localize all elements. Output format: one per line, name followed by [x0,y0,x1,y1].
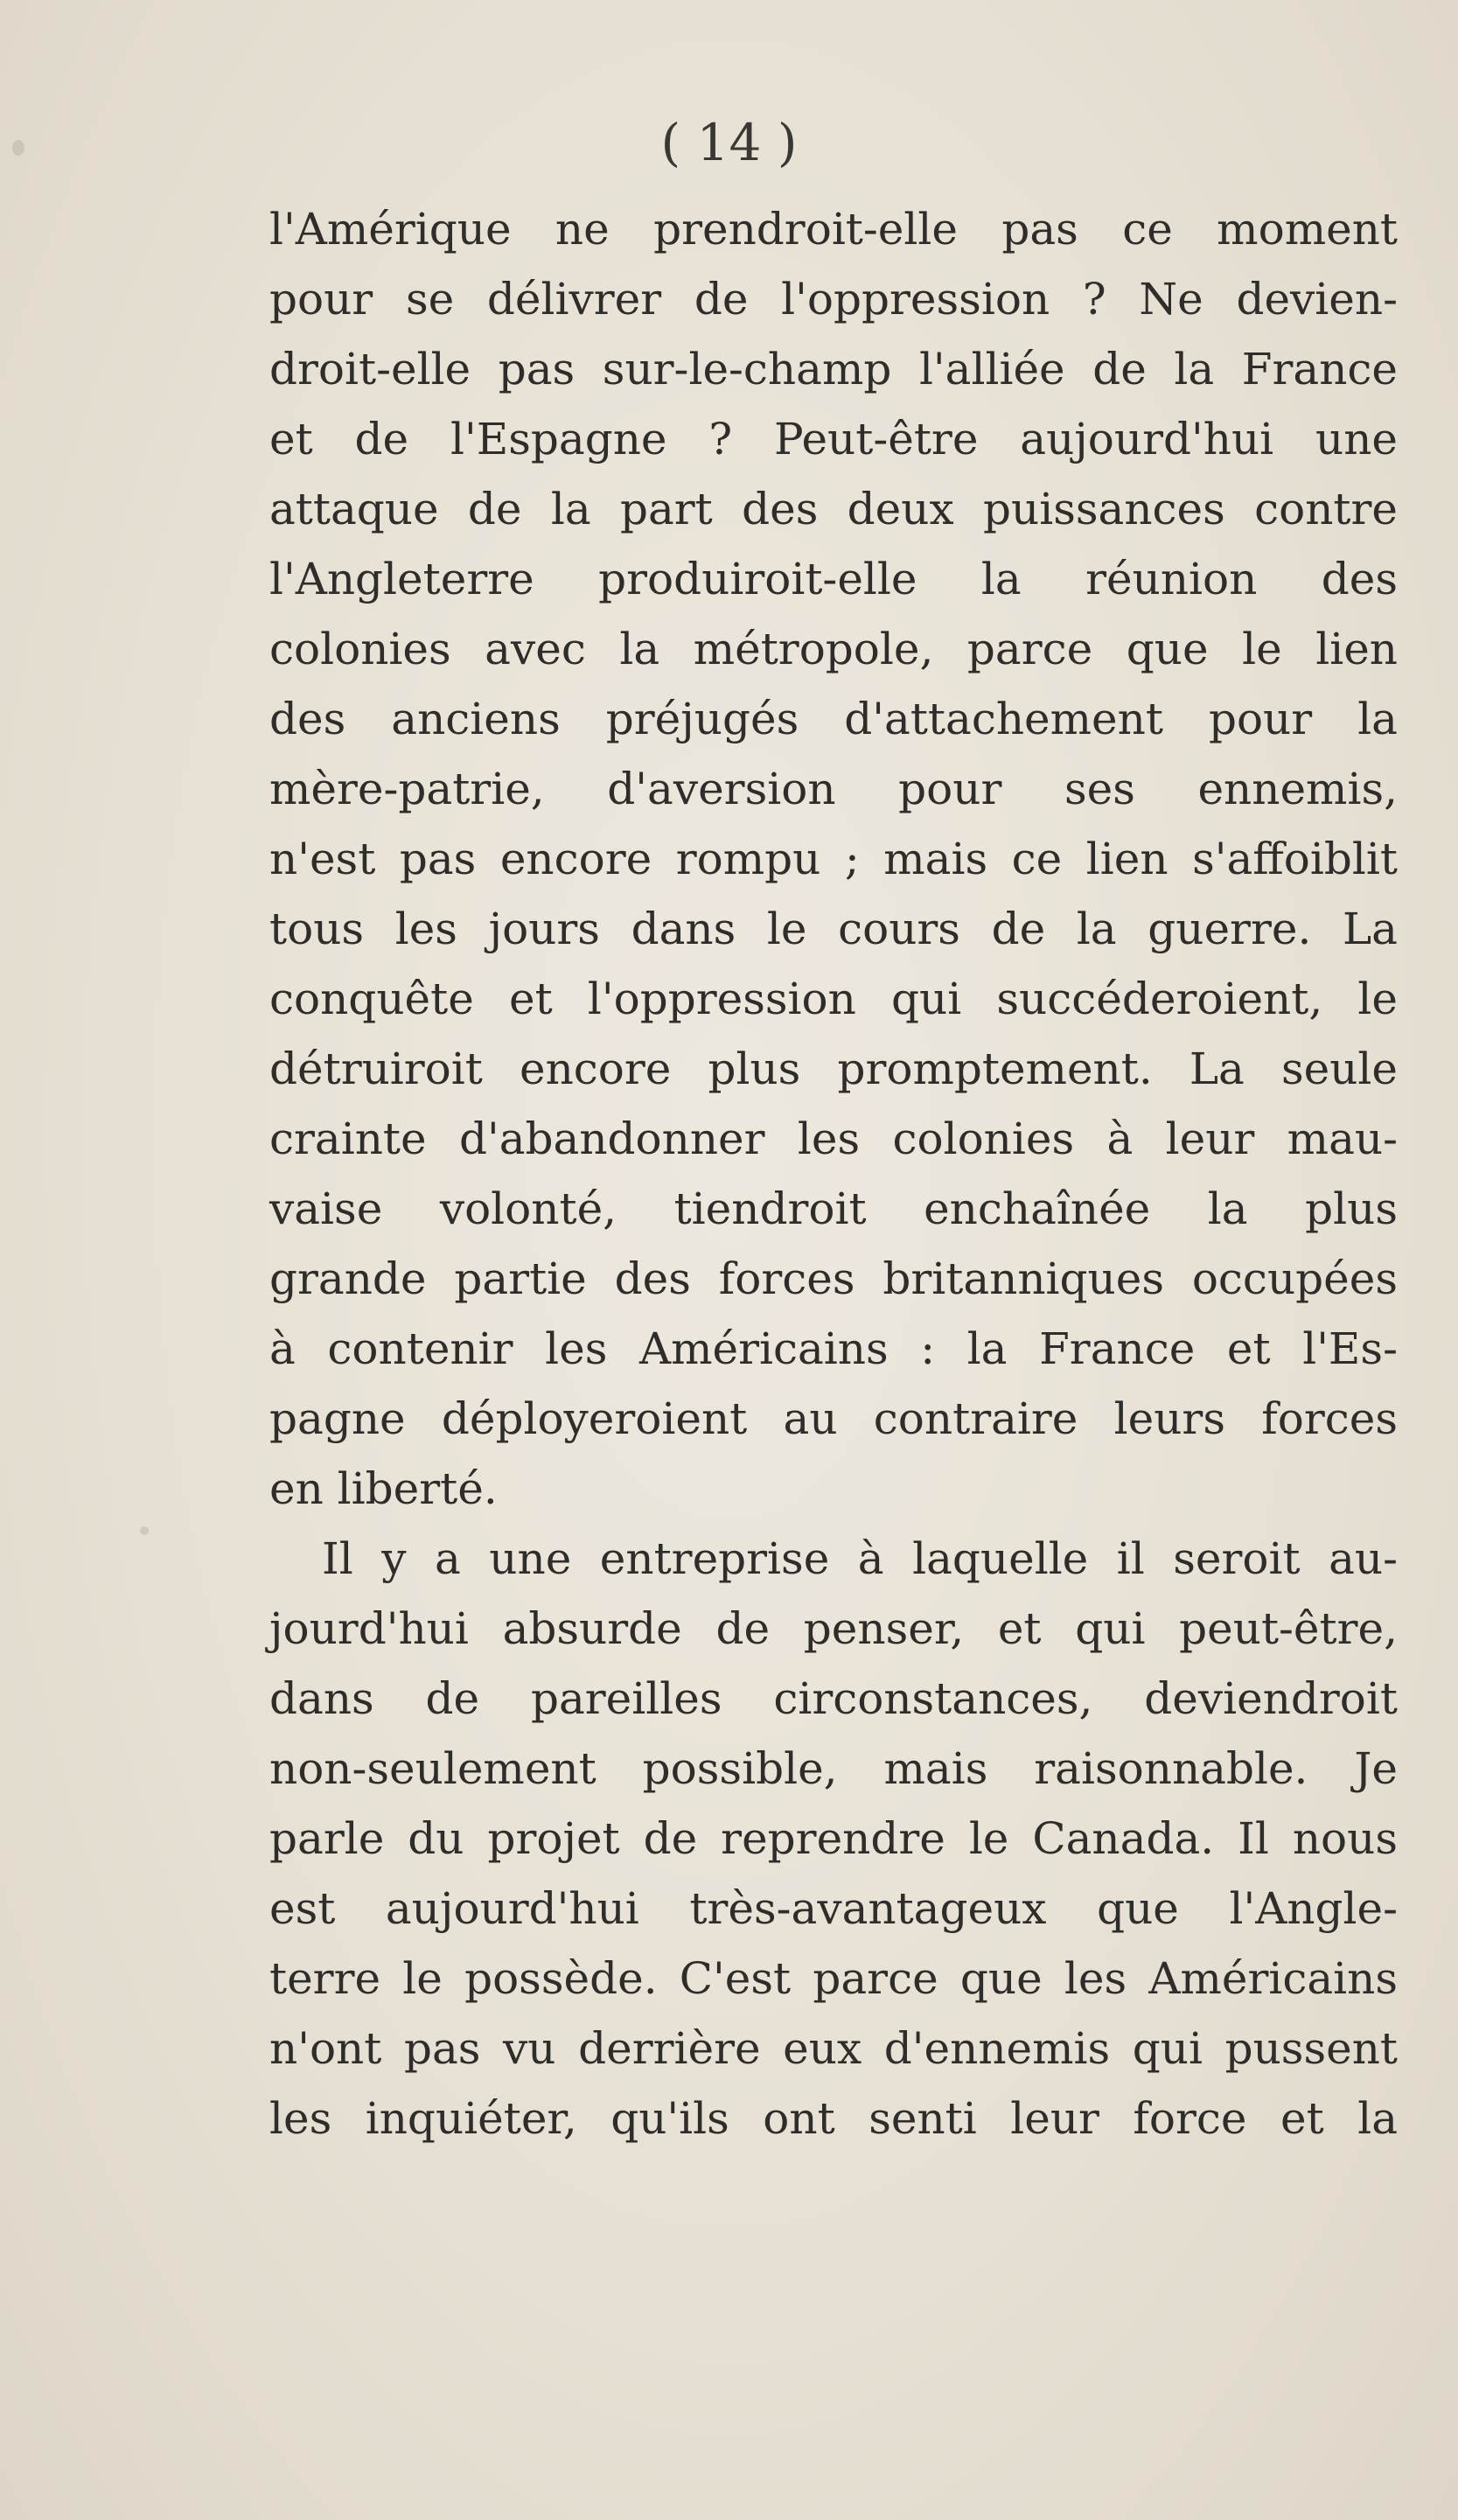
text-line: tous les jours dans le cours de la guerre. La [269,904,1398,954]
text-line: les inquiéter, qu'ils ont senti leur force et la [269,2093,1398,2144]
text-line: et de l'Espagne ? Peut-être aujourd'hui une [269,414,1398,464]
text-line: mère-patrie, d'aversion pour ses ennemis, [269,764,1398,814]
text-line: parle du projet de reprendre le Canada. Il nous [269,1813,1398,1864]
text-line: des anciens préjugés d'attachement pour la [269,694,1398,744]
text-line: dans de pareilles circonstances, deviendroit [269,1673,1398,1724]
text-line: détruiroit encore plus promptement. La seule [269,1044,1398,1094]
text-line: pour se délivrer de l'oppression ? Ne devien- [269,274,1398,325]
paragraph-start-line: Il y a une entreprise à laquelle il seroit au- [322,1533,1398,1584]
text-line: pagne déployeroient au contraire leurs forces [269,1393,1398,1444]
text-line: en liberté. [269,1463,498,1514]
text-line: crainte d'abandonner les colonies à leur mau- [269,1113,1398,1164]
page-number: ( 14 ) [660,113,798,172]
text-line: est aujourd'hui très-avantageux que l'Angle- [269,1883,1398,1934]
text-line: l'Angleterre produiroit-elle la réunion des [269,554,1398,604]
text-line: à contenir les Américains : la France et l'Es- [269,1323,1398,1374]
paper-blemish [140,1526,149,1535]
text-line: non-seulement possible, mais raisonnable. Je [269,1743,1398,1794]
text-line: vaise volonté, tiendroit enchaînée la plus [269,1183,1398,1234]
text-line: conquête et l'oppression qui succéderoient, le [269,974,1398,1024]
text-line: l'Amérique ne prendroit-elle pas ce moment [269,204,1398,255]
body-text [269,194,1398,2154]
text-line: colonies avec la métropole, parce que le lien [269,624,1398,674]
text-line: droit-elle pas sur-le-champ l'alliée de la France [269,344,1398,394]
text-line: attaque de la part des deux puissances contre [269,484,1398,534]
text-line: grande partie des forces britanniques occupées [269,1253,1398,1304]
text-line: n'est pas encore rompu ; mais ce lien s'affoiblit [269,834,1398,884]
text-line: jourd'hui absurde de penser, et qui peut-être, [269,1603,1398,1654]
text-line: terre le possède. C'est parce que les Américains [269,1953,1398,2004]
text-line: n'ont pas vu derrière eux d'ennemis qui pussent [269,2023,1398,2074]
